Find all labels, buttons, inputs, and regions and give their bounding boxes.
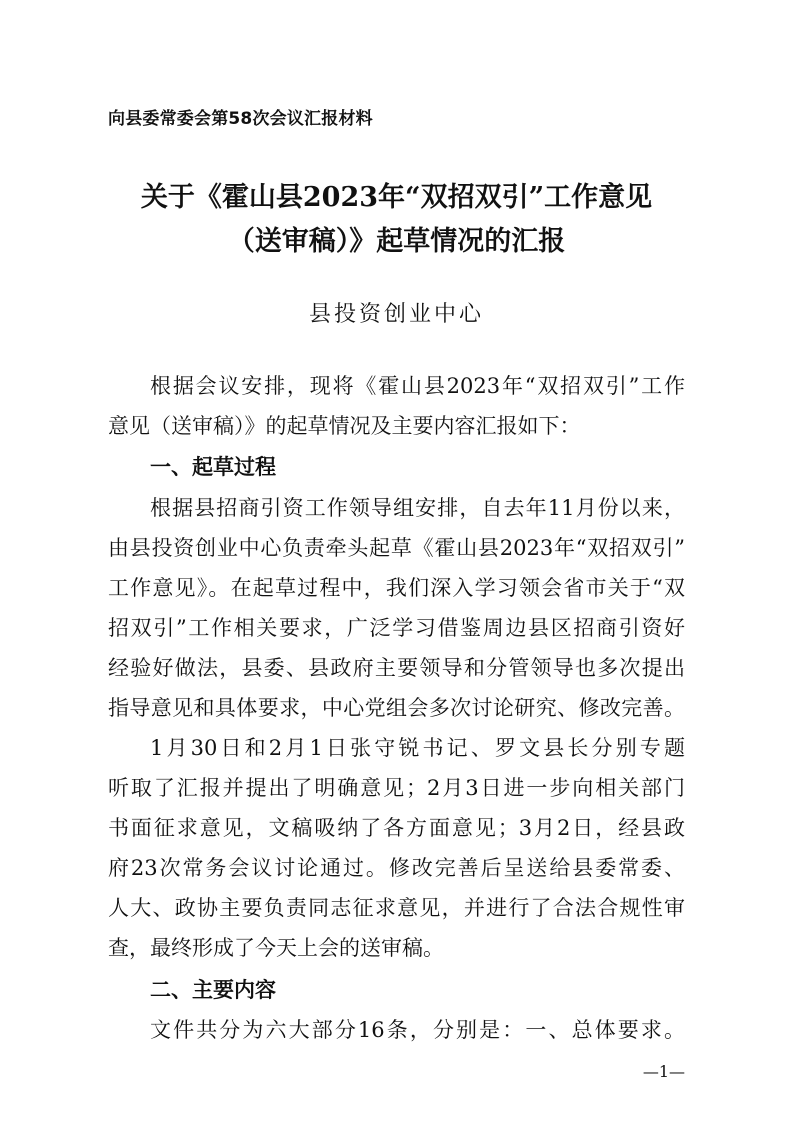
document-title-line-1: 关于《霍山县2023年“双招双引”工作意见 (140, 182, 653, 213)
section-1-para-1-line: 经验好做法，县委、县政府主要领导和分管领导也多次提出 (108, 656, 685, 680)
section-1-para-2-line: 查，最终形成了今天上会的送审稿。 (108, 936, 444, 960)
author-department: 县投资创业中心 (308, 302, 484, 327)
meeting-note: 向县委常委会第58次会议汇报材料 (108, 109, 373, 129)
section-1-para-2-line: 听取了汇报并提出了明确意见；2月3日进一步向相关部门 (108, 776, 685, 800)
section-1-para-1-line: 根据县招商引资工作领导组安排，自去年11月份以来， (150, 496, 685, 520)
section-2-heading: 二、主要内容 (150, 978, 276, 1002)
section-1-para-2-line: 1月30日和2月1日张守锐书记、罗文县长分别专题 (150, 736, 685, 760)
section-1-para-2-line: 府23次常务会议讨论通过。修改完善后呈送给县委常委、 (108, 856, 685, 880)
section-1-para-1-line: 招双引”工作相关要求，广泛学习借鉴周边县区招商引资好 (108, 616, 685, 640)
section-1-para-2-line: 书面征求意见，文稿吸纳了各方面意见；3月2日，经县政 (108, 816, 685, 840)
intro-line-2: 意见（送审稿）》的起草情况及主要内容汇报如下： (108, 414, 581, 438)
section-1-para-1-line: 指导意见和具体要求，中心党组会多次讨论研究、修改完善。 (108, 696, 685, 720)
section-1-para-1-line: 由县投资创业中心负责牵头起草《霍山县2023年“双招双引” (108, 536, 685, 560)
section-1-para-1-line: 工作意见》。在起草过程中，我们深入学习领会省市关于“双 (108, 576, 685, 600)
section-1-heading: 一、起草过程 (150, 455, 276, 479)
section-1-para-2-line: 人大、政协主要负责同志征求意见，并进行了合法合规性审 (108, 896, 685, 920)
document-title-line-2: （送审稿）》起草情况的汇报 (227, 226, 566, 257)
section-2-para-1-line: 文件共分为六大部分16条，分别是：一、总体要求。 (150, 1018, 685, 1042)
intro-line-1: 根据会议安排，现将《霍山县2023年“双招双引”工作 (150, 374, 685, 398)
page-number: —1— (642, 1062, 685, 1081)
